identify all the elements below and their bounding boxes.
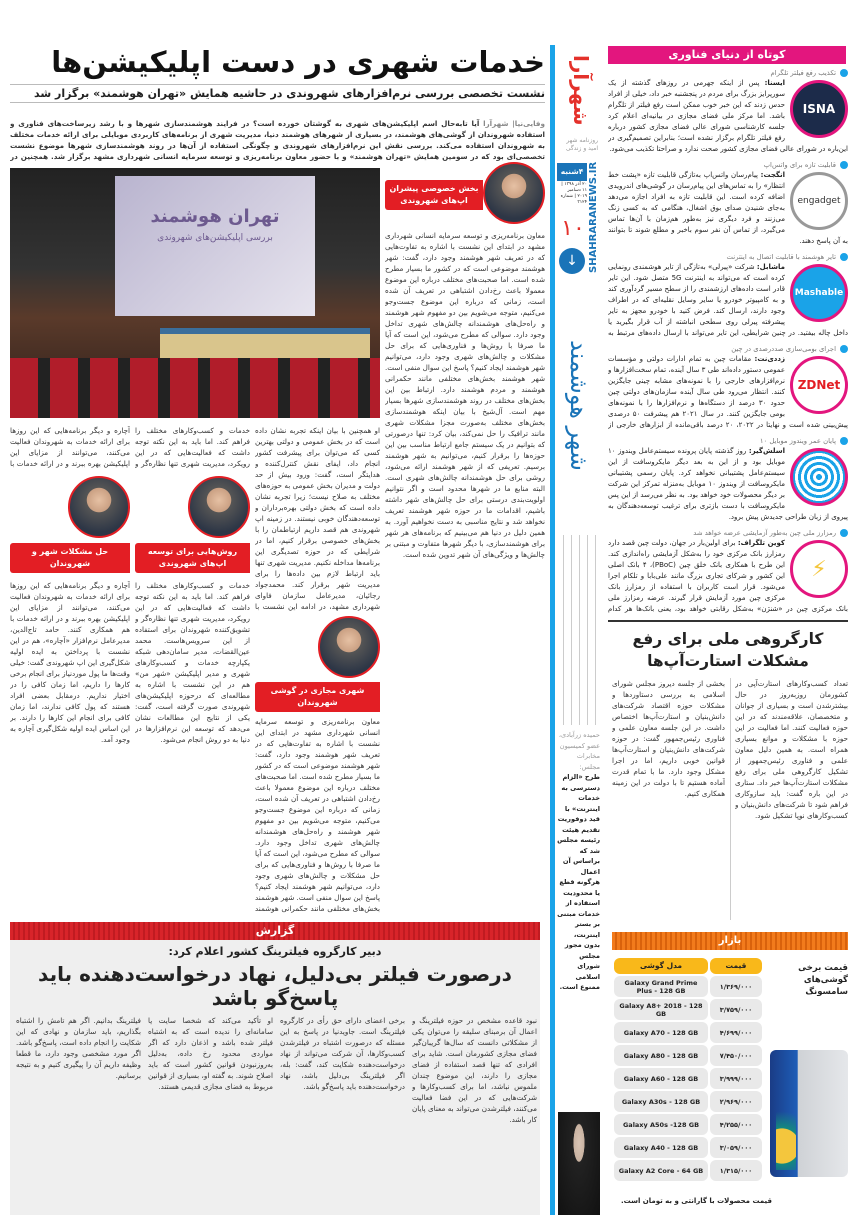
engadget-logo: engadget bbox=[790, 172, 848, 230]
avatar bbox=[483, 162, 545, 224]
screen-subtitle: بررسی اپلیکیشن‌های شهروندی bbox=[157, 233, 273, 243]
projector-screen bbox=[115, 176, 315, 316]
website-link[interactable]: SHAHRARANEWS.IR bbox=[588, 161, 599, 273]
news-text: شرکت «پیرلی» به‌تازگی از تایر هوشمندی رونمایی کرده است که می‌تواند به اینترنت 5G متصل شود. این تایر قادر است داده‌های ارزشمندی را از سطح مسیر گردآوری کند و به کامپیوتر خودرو یا سایر وسایل نقلیه‌ای که در اطراف وجود دارند، ارسال کند. فرض کنید با خودرو مجهز به تایر پیشرفته پیرلی روی سطحی انباشته از آب قرار بگیرید یا داخل چاله بیفتید. در چنین شرایطی، این تایر می‌تواند با ارسال داده‌های مرتبط به bbox=[608, 263, 848, 337]
table-row bbox=[614, 1068, 762, 1089]
article-column: خدمات و کسب‌وکارهای مختلف را فراهم کند. اما باید به این نکته توجه داشت که فعالیت‌هایی که در این رویکرد، مدیریت شهری تنها نظاره‌گر و تشویق‌کننده شهروندان برای استفاده از این سرویس‌هاست. محمد عین‌القضات، مدیر سامان‌دهی شبکه یکپارچه خدمات و کسب‌وکارهای شهری و مدیر اپلیکیشن «شهر من» هم در این نشست با اشاره به مطالعه‌ای که درحوزه اپلیکیشن‌های شهروندی صورت گرفته است، گفت: یکی از نتایج این مطالعات نشان می‌دهد که توسعه این نرم‌افزارها در دنیا به دو روش انجام می‌شود. bbox=[135, 581, 250, 744]
divider bbox=[550, 45, 555, 1215]
bazaar-section-bar: بازار bbox=[612, 932, 848, 950]
model-cell: Galaxy A50s -128 GB bbox=[614, 1114, 708, 1135]
price-cell: ۳/۷۵۹/۰۰۰ bbox=[710, 999, 762, 1020]
quote-author-photo bbox=[558, 1112, 600, 1215]
article-column: معاون برنامه‌ریزی و توسعه سرمایه انسانی شهرداری مشهد در ابتدای این نشست با اشاره به تفاوت‌هایی که در تعریف شهر هوشمند وجود دارد، گفت: شهر هوشمند موضوعی است که در کشور ما بسیار مطرح شده است. اما صحبت‌های مختلف درباره این موضوع معمولا باعث رخ‌دادن اشتباهی در تعریف آن شده است، زمانی که درباره این موضوع جست‌وجو می‌کنیم، متوجه می‌شویم بین دو مفهوم شهر هوشمند و راه‌حل‌های هوشمندانه چالش‌های شهری تداخل وجود دارد. سوالی که مطرح می‌شود، این است که آیا ما صرفا با روش‌ها و فناوری‌هایی که برای حل مشکلات و چالش‌های شهری وجود دارد، می‌توانیم شهر هوشمند ایجاد کنیم؟ پاسخ این سوال منفی است. شهر هوشمند بخش‌های مختلفی مانند حکمرانی هوشمند و مردم هوشمند دارد. ارتباط بین این بخش‌های مختلف در روند هوشمندسازی شهرها بسیار مهم است. آل‌شیخ با بیان اینکه هوشمندسازی بخش‌های مختلف به‌صورت مجزا مشکلات شهری مانند ترافیک را حل نمی‌کند، بیان کرد: تنها درصورتی که بتوانیم در یک سیستم جامع ارتباط مناسب بین این حوزه‌ها را برقرار کنیم، می‌توانیم به شهر هوشمند برسیم. تعریفی که از شهر هوشمند ارائه می‌شود، روشی برای حل هوشمندانه چالش‌های شهری است. البته منابع ما در شهرها محدود است و اگر نتوانیم اولویت‌بندی درستی برای حل چالش‌های شهر داشته باشیم، اقدامات ما در حوزه شهر هوشمند تعریف نخواهد شد و نتایج مناسبی به دست نخواهیم آورد. به همین دلیل در دنیا هم می‌بینیم که برنامه‌های هر شهر برای هوشمندسازی، با دیگر شهرها متفاوت و مبتنی بر چالش‌ها و ویژگی‌های آن شهر تدوین شده است. bbox=[385, 231, 545, 559]
price-table bbox=[612, 956, 764, 1183]
news-kicker: تایر هوشمند با قابلیت اتصال به اینترنت bbox=[608, 252, 848, 262]
slashgear-logo bbox=[790, 448, 848, 506]
model-cell: Galaxy A2 Core - 64 GB bbox=[614, 1160, 708, 1181]
news-item bbox=[608, 528, 848, 616]
avatar bbox=[318, 616, 380, 678]
box-label: روش‌هایی برای توسعه اپ‌های شهروندی bbox=[135, 543, 250, 573]
news-source: اسلش‌گیر: bbox=[748, 447, 785, 455]
price-cell: ۱/۳۶۹/۰۰۰ bbox=[710, 976, 762, 997]
decorative-lines bbox=[556, 535, 601, 725]
price-cell: ۳/۰۵۹/۰۰۰ bbox=[710, 1137, 762, 1158]
price-cell: ۲/۹۶۹/۰۰۰ bbox=[710, 1091, 762, 1112]
screen-title: تهران هوشمند bbox=[150, 206, 280, 227]
conference-photo bbox=[10, 168, 380, 418]
phone-wallpaper bbox=[776, 1090, 796, 1170]
article-column: معاون برنامه‌ریزی و توسعه سرمایه انسانی شهرداری مشهد در ابتدای این نشست با اشاره به تفاوت‌هایی که در تعریف شهر هوشمند وجود دارد، گفت: شهر هوشمند موضوعی است که در کشور ما بسیار مطرح شده است. اما صحبت‌های مختلف درباره این موضوع معمولا باعث رخ‌دادن اشتباهی در تعریف آن شده است، زمانی که درباره این موضوع جست‌وجو می‌کنیم، متوجه می‌شویم بین دو مفهوم شهر هوشمند و راه‌حل‌های هوشمندانه چالش‌های شهری تداخل وجود دارد. سوالی که مطرح می‌شود، این است که آیا ما صرفا با روش‌ها و فناوری‌هایی که برای حل مشکلات و چالش‌های شهری وجود دارد، می‌توانیم شهر هوشمند ایجاد کنیم؟ پاسخ این سوال منفی است. شهر هوشمند بخش‌های مختلفی مانند حکمرانی هوشمند bbox=[255, 717, 380, 913]
model-cell: Galaxy Grand Prime Plus - 128 GB bbox=[614, 976, 708, 997]
table-row bbox=[614, 999, 762, 1020]
news-text: پس از اینکه جهرمی در روزهای گذشته از یک سورپرایز بزرگ برای مردم در پنجشنبه خبر داد، خیلی از افراد حدس زدند که این خبر خوب ممکن است رفع فیلتر از تلگرام باشد. اما مرکز ملی فضای مجازی در بیانیه‌ای اعلام کرد جلسه کارشناسی شورای عالی فضای مجازی کشور درباره رفع فیلتر تلگرام برگزار نشده است؛ بنابراین تصمیم‌گیری در این‌باره در شورای عالی فضای مجازی کشور صحت ندارد و صراحتا تکذیب می‌شود. bbox=[608, 79, 848, 153]
news-kicker: رمزارز ملی چین به‌طور آزمایشی عرضه خواهد شد bbox=[608, 528, 848, 538]
model-cell: Galaxy A70 - 128 GB bbox=[614, 1022, 708, 1043]
newspaper-logo: شهرآرا bbox=[569, 54, 593, 126]
news-item bbox=[608, 344, 848, 432]
bazaar-footnote: قیمت محصولات با گارانتی و به تومان است. bbox=[621, 1197, 772, 1205]
report-column: او تأکید می‌کند که شخصا سایت یا سامانه‌ای را ندیده است که به اشتباه فیلتر شده باشد و اذعان دارد که اگر مواردی محدود رخ داده، به‌دلیل به‌روزنبودن قوانین کشور است که باید اصلاح شوند. به گفته او، بسیاری از قوانین مربوط به فضای مجازی قدیمی هستند. bbox=[148, 1016, 273, 1091]
model-cell: Galaxy A80 - 128 GB bbox=[614, 1045, 708, 1066]
news-item bbox=[608, 68, 848, 156]
report-column: برخی اعضای دارای حق رأی در کارگروه فیلترینگ است. جاویدنیا در پاسخ به این مسئله که درصورت اشتباه در فیلترشدن کسب‌وکارها، آن شرکت می‌تواند از نهاد درخواست‌دهنده شکایت کند، گفت: بله، اگر فیلترینگ بی‌دلیل باشد، نهاد درخواست‌دهنده باید پاسخ‌گو باشد. bbox=[280, 1016, 405, 1091]
column-divider bbox=[730, 678, 731, 920]
startup-headline: کارگروهی ملی برای رفع مشکلات استارت‌آپ‌ها bbox=[608, 620, 848, 672]
lead-text: آیا تابه‌حال اسم اپلیکیشن‌های شهری به گوشتان خورده است؟ در فرایند هوشمندسازی شهرها و با رشد زیرساخت‌های فناوری و استفاده شهروندان از گوشی‌های هوشمند، در بسیاری از شهرهای هوشمند دنیا، مدیریت شهری از برنامه‌های کاربردی موبایلی برای ارائه خدمات مختلف به شهروندان استفاده می‌کند. بررسی نقش این نرم‌افزارهای شهروندی و چگونگی استفاده از آن‌ها در روند هوشمندسازی شهرها موضوع نشست تخصصی‌ای بود که در سومین همایش «تهران هوشمند» و با حضور معاون برنامه‌ریزی و توسعه سرمایه انسانی شهرداری مشهد برگزار شد. همچنین در bbox=[10, 119, 545, 161]
report-title: درصورت فیلتر بی‌دلیل، نهاد درخواست‌دهنده باید پاسخ‌گو باشد bbox=[38, 962, 512, 1010]
tech-news-header: کوتاه از دنیای فناوری bbox=[608, 46, 846, 64]
model-cell: Galaxy A40 - 128 GB bbox=[614, 1137, 708, 1158]
column-header-model: مدل گوشی bbox=[614, 958, 708, 974]
bazaar-caption: قیمت برخی گوشی‌های سامسونگ bbox=[798, 963, 848, 997]
table-row bbox=[614, 1160, 762, 1181]
table-row bbox=[614, 1137, 762, 1158]
mashable-logo: Mashable bbox=[790, 264, 848, 322]
price-cell: ۴/۲۵۵/۰۰۰ bbox=[710, 1114, 762, 1135]
audience-seats bbox=[10, 358, 380, 418]
article-column: آچاره و دیگر برنامه‌هایی که این روزها برای ارائه خدمات به شهروندان فعالیت می‌کنند، می‌توانند از مزایای این اپلیکیشن بهره ببرند و در ارائه خدمات با bbox=[10, 426, 130, 468]
report-kicker: دبیر کارگروه فیلترینگ کشور اعلام کرد: bbox=[168, 945, 382, 958]
arrow-down-icon: ↓ bbox=[559, 248, 585, 274]
quote-text: طرح «الزام دسترسی به خدمات اینترنت» با قید دوفوریت تقدیم هیئت رئیسه مجلس شد که براساس آن اعمال هرگونه قطع یا محدودیت استفاده از خدمات مبتنی بر بستر اینترنت، بدون مجوز مجلس شورای اسلامی ممنوع است. bbox=[557, 773, 600, 991]
news-source: ایسنا: bbox=[764, 79, 785, 87]
table-row bbox=[614, 1045, 762, 1066]
section-title: شهر هوشمند bbox=[565, 339, 593, 471]
news-kicker: تکذیب رفع فیلتر تلگرام bbox=[608, 68, 848, 78]
startup-column: تعداد کسب‌وکارهای استارت‌آپی در کشورمان روزبه‌روز در حال بیشترشدن است و بسیاری از جوانان و متخصصان، علاقه‌مندند که در این حوزه فعالیت کنند. اما فعالیت در این حوزه با مشکلات و موانع بسیاری همراه است. به همین دلیل معاون علمی و فناوری رئیس‌جمهور از تشکیل کارگروهی ملی برای رفع مشکلات استارت‌آپ‌ها خبر داد. ستاری در این باره گفت: باید سازوکاری فراهم شود تا شرکت‌های دانش‌بنیان و کسب‌وکارهای نوپا تشکیل شود. bbox=[735, 679, 848, 820]
news-source: زددی‌نت: bbox=[754, 355, 785, 363]
news-text: روز گذشته پایان پرونده سیستم‌عامل ویندوز ۱۰ موبایل بود و از این به بعد دیگر مایکروسافت از این سیستم‌عامل پشتیبانی نخواهد کرد. پایان رسمی پشتیبانی مایکروسافت از ویندوز ۱۰ موبایل به‌منزله تمرکز این شرکت بر دیگر محصولات خود خواهد بود. به نظر می‌رسد از این پس مایکروسافت با دست بازتری برای ترغیب توسعه‌دهندگان به پیروی از زبان طراحی جدیدش پیش برود. bbox=[608, 447, 848, 521]
news-source: کوین تلگراف: bbox=[737, 539, 785, 547]
quote-author: حمیده زرآبادی، عضو کمیسیون مخابرات مجلس: bbox=[558, 731, 600, 771]
news-kicker: پایان عمر ویندوز موبایل ۱۰ bbox=[608, 436, 848, 446]
news-kicker: اجرای بومی‌سازی صددرصدی در چین bbox=[608, 344, 848, 354]
price-cell: ۴/۶۹۹/۰۰۰ bbox=[710, 1022, 762, 1043]
weekday-badge: ۴شنبه bbox=[557, 163, 587, 181]
box-label: بخش خصوصی پیشران اپ‌های شهروندی bbox=[385, 180, 483, 210]
news-item bbox=[608, 252, 848, 340]
table-row bbox=[614, 1022, 762, 1043]
page-number: ۱۰ bbox=[561, 216, 585, 241]
news-kicker: قابلیت تازه برای واتس‌اپ bbox=[608, 160, 848, 170]
model-cell: Galaxy A8+ 2018 - 128 GB bbox=[614, 999, 708, 1020]
news-source: انگجت: bbox=[760, 171, 785, 179]
model-cell: Galaxy A60 - 128 GB bbox=[614, 1068, 708, 1089]
price-cell: ۷/۴۵۰/۰۰۰ bbox=[710, 1045, 762, 1066]
lead-paragraph bbox=[10, 118, 545, 162]
isna-logo: ISNA bbox=[790, 80, 848, 138]
quote-box bbox=[557, 730, 600, 1108]
news-text: برای اولین‌بار در جهان، دولت چین قصد دارد رمزارز بانک مرکزی خود را به‌شکل آزمایشی راه‌اندازی کند. این طرح با همکاری بانک خلق چین (PBoC)، ۴ بانک اصلی این کشور و شرکای تجاری بزرگ مانند علی‌بابا و تلکام اجرا می‌شود. قرار است کاربران با استفاده از رمزارز بانک مرکزی چین مورد آزمایش قرار گیرند. عرضه رمزارز ملی بانک مرکزی چین در «شنژن» به‌شکل رقابتی خواهد بود، یعنی بانک‌ها هر کدام bbox=[608, 539, 848, 613]
avatar bbox=[68, 476, 130, 538]
table-row bbox=[614, 976, 762, 997]
model-cell: Galaxy A30s - 128 GB bbox=[614, 1091, 708, 1112]
zdnet-logo: ZDNet bbox=[790, 356, 848, 414]
report-column: نبود قاعده مشخص در حوزه فیلترینگ و اعمال آن برمبنای سلیقه را می‌توان یکی از مشکلاتی دانست که سال‌ها گریبان‌گیر فضای مجازی کشورمان است. شاید برای افرادی که تنها قصد استفاده از فضای مجازی را دارند، این موضوع چندان ملموس نباشد، اما برای کسب‌وکارها و شرکت‌هایی که در این فضا فعالیت می‌کنند، فیلترشدن می‌تواند به معنای پایان کار باشد. bbox=[412, 1016, 537, 1124]
startup-column: بخشی از جلسه دیروز مجلس شورای اسلامی به بررسی دستاوردها و مشکلات حوزه اقتصاد شرکت‌های دانش‌بنیان و استارت‌آپ‌ها اختصاص داشت. در این جلسه معاون علمی و فناوری رئیس‌جمهور گفت: در حوزه شرکت‌های دانش‌بنیان و استارت‌آپ‌ها قوانین خوبی داریم، اما در اجرا مشکل وجود دارد. ما با تمام قدرت آماده هستیم تا با دولت در این زمینه همکاری کنیم. bbox=[612, 679, 725, 798]
box-label: شهری مجازی در گوشی شهروندان bbox=[255, 682, 380, 712]
news-source: ماشابل: bbox=[756, 263, 785, 271]
article-column: خدمات و کسب‌وکارهای مختلف را فراهم کند. اما باید به این نکته توجه داشت که فعالیت‌هایی که در این رویکرد، مدیریت شهری تنها نظاره‌گر و bbox=[135, 426, 250, 468]
lead-byline: وفایی‌نیا| شهرآرا bbox=[483, 119, 545, 128]
issue-date: ۲۰ آذر ۱۳۹۸ | ۱۱ دسامبر ۲۰۱۹ | شماره ۳۱۲۴ bbox=[560, 182, 587, 205]
article-column: آچاره و دیگر برنامه‌هایی که این روزها برای ارائه خدمات به شهروندان فعالیت می‌کنند، می‌توانند از مزایای این اپلیکیشن بهره ببرند و در ارائه خدمات با هم همکاری کنند. حامد تاج‌الدین، مدیرعامل نرم‌افزار «آچاره»، هم در این نشست با پرداختن به ایده اولیه شکل‌گیری این اپ شهروندی گفت: خیلی وقت‌ها ما پول موردنیاز برای انجام برخی کارها را داریم، اما زمان کافی را در اختیار نداریم. درمقابل بعضی افراد هستند که پول کافی ندارند، اما زمان کافی برای انجام این کارها را دارند. بر این اساس ایده اولیه شکل‌گیری آچاره به وجود آمد. bbox=[10, 581, 130, 744]
price-cell: ۳/۹۹۹/۰۰۰ bbox=[710, 1068, 762, 1089]
price-cell: ۱/۳۱۵/۰۰۰ bbox=[710, 1160, 762, 1181]
news-text: پیام‌رسان واتس‌اپ به‌تازگی قابلیت تازه «پشت خط انتظار» را به تماس‌های این پیام‌رسان در گوشی‌های اندرویدی اضافه کرده است. این قابلیت تازه به افراد اجازه می‌دهد به‌جای شنیدن صدای بوق اشغال، هنگامی که به کسی زنگ می‌زنند و فرد دیگری نیز به‌طور هم‌زمان با آن‌ها تماس می‌گیرد، از تماس آن نفر سوم باخبر و مطلع شوند تا بتوانند به آن پاسخ دهند. bbox=[608, 171, 848, 245]
main-headline: خدمات شهری در دست اپلیکیشن‌ها bbox=[51, 45, 545, 79]
tagline: روزنامه شهر امید و زندگی bbox=[565, 137, 598, 152]
cointelegraph-logo: ⚡ bbox=[790, 540, 848, 598]
avatar bbox=[188, 476, 250, 538]
report-section-bar: گزارش bbox=[10, 922, 540, 940]
samsung-phone-image bbox=[770, 1050, 848, 1177]
table-row bbox=[614, 1091, 762, 1112]
news-item bbox=[608, 436, 848, 524]
news-item bbox=[608, 160, 848, 248]
report-column: فیلترینگ بدانیم. اگر هم تامش را اشتباه بگذاریم، باید سازمان و نهادی که این شکایت را انجام داده است، پاسخ‌گو باشد. اگر مورد مشخصی وجود دارد، ما قطعا وظیفه داریم آن را پیگیری کنیم و به نتیجه برسانیم. bbox=[16, 1016, 141, 1080]
table-row bbox=[614, 1114, 762, 1135]
box-label: حل مشکلات شهر و شهروندان bbox=[10, 543, 130, 573]
article-column: او همچنین با بیان اینکه تجربه نشان داده است که در بخش عمومی و دولتی بهترین کسی که می‌توان برای پیشرفت کشور انجام داد، ایفای نقش کنترل‌کننده و هدایتگر است، گفت: ورود بیش از حد دولت و مدیران بخش عمومی به حوزه‌های مختلف به صلاح نیست؛ زیرا تجربه نشان داده است که بخش دولتی بهره‌برداران و توسعه‌دهندگان خوبی نیستند. در زمینه اپ شهروندی هم قصد داریم ارتباطمان را با بخش‌های خصوصی برقرار کنیم، اما در شرایطی که در حوزه تصدیگری این برنامه‌ها مداخله نکنیم. مدیریت شهری تنها باید ارتباط لازم بین داده‌ها را برای مدیریت شهر برقرار کند. محمدجواد رجائیان، مدیرعامل سازمان فاوای شهرداری مشهد، در ادامه این نشست با bbox=[255, 426, 380, 611]
column-header-price: قیمت bbox=[710, 958, 762, 974]
news-text: مقامات چین به تمام ادارات دولتی و مؤسسات عمومی دستور داده‌اند طی ۳ سال آینده، تمام سخت‌افزارها و نرم‌افزارهای خارجی را با نمونه‌های مشابه چینی جایگزین کنند. انتظار می‌رود طی سال آینده سازمان‌های دولتی چین حدود ۳۰ درصد از دستگاه‌ها و نرم‌افزارها را با نمونه‌های بومی جایگزین کنند. در سال ۲۰۲۱ هم پیشرفت ۵۰ درصدی پیش‌بینی شده است و نهایتا در ۲۰۲۲، ۲۰ درصد باقی‌مانده از ابزارهای خارجی از bbox=[608, 355, 848, 429]
main-subtitle: نشست تخصصی بررسی نرم‌افزارهای شهروندی در حاشیه همایش «تهران هوشمند» برگزار شد bbox=[10, 84, 545, 103]
